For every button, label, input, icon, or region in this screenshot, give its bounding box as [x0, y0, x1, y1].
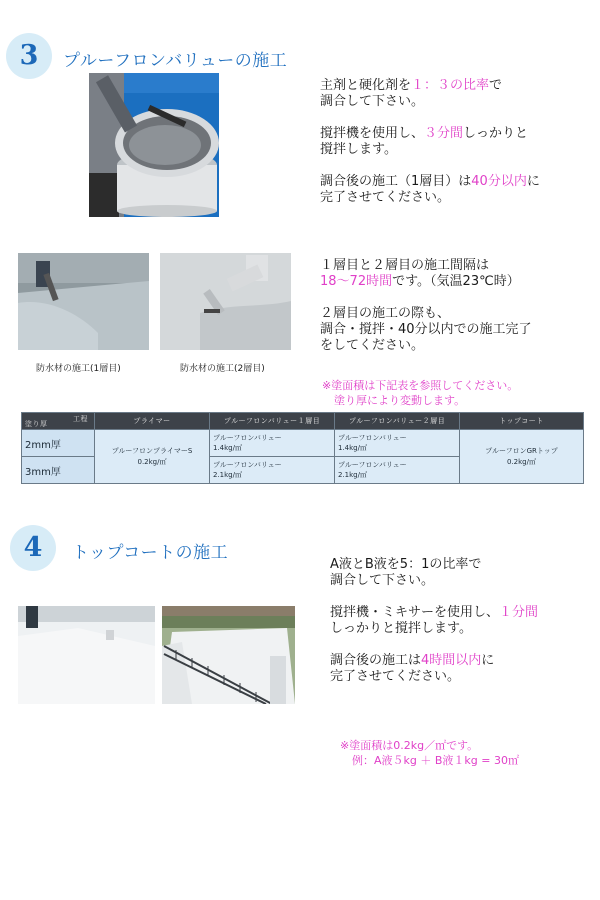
text-fragment: ２層目の施工の際も、 — [320, 306, 451, 321]
header-topcoat: トップコート — [460, 413, 584, 430]
rooftop-finished-photo — [162, 606, 295, 704]
header-layer2: プルーフロンバリュー２層目 — [335, 413, 460, 430]
corner-thickness-label: 塗り厚 — [25, 420, 48, 428]
topcoat-ratio-text — [330, 557, 600, 589]
table-cell — [210, 457, 335, 484]
note-line: 塗り厚により変動します。 — [334, 394, 466, 407]
first-layer-caption: 防水材の施工(1層目) — [36, 364, 121, 374]
text-fragment: に — [526, 174, 540, 189]
section3-title: プルーフロンバリューの施工 — [63, 51, 288, 71]
text-fragment: 完了させてください。 — [330, 669, 461, 684]
text-fragment: 調合して下さい。 — [330, 573, 435, 588]
coverage-table — [21, 412, 584, 484]
coverage-note — [322, 378, 518, 408]
text-fragment: 完了させてください。 — [320, 190, 451, 205]
stir-time-text — [320, 126, 600, 158]
topcoat-application-photo — [18, 606, 155, 704]
highlight-stir-time: ３分間 — [424, 126, 464, 141]
text-fragment: A液とB液を5：1の比率で — [330, 557, 482, 572]
section3-instructions — [320, 78, 600, 222]
text-fragment: で — [489, 78, 503, 93]
header-layer1: プルーフロンバリュー１層目 — [210, 413, 335, 430]
cell-product: プルーフロンバリュー — [213, 461, 282, 469]
primer-cell — [95, 430, 210, 484]
cell-amount: 1.4kg/㎡ — [338, 444, 367, 452]
highlight-pot-life: 40分以内 — [471, 174, 527, 189]
topcoat-amount: 0.2kg/㎡ — [507, 457, 536, 466]
cell-product: プルーフロンバリュー — [213, 434, 282, 442]
topcoat-name: プルーフロンGRトップ — [485, 446, 558, 455]
text-fragment: 撹拌機を使用し、 — [320, 126, 425, 141]
note-line: ※塗面積は下記表を参照してください。 — [322, 379, 519, 392]
table-corner — [22, 413, 95, 430]
second-layer-text — [320, 306, 600, 354]
second-layer-photo — [160, 253, 291, 350]
topcoat-pot-life-text — [330, 653, 600, 685]
topcoat-stir-text — [330, 605, 600, 637]
note-line: ※塗面積は0.2kg／㎡です。 — [340, 739, 479, 752]
text-fragment: しっかりと — [463, 126, 529, 141]
second-layer-caption: 防水材の施工(2層目) — [180, 364, 265, 374]
highlight-interval: 18～72時間 — [320, 274, 393, 289]
step-number-3: 3 — [6, 33, 52, 79]
topcoat-cell — [460, 430, 584, 484]
step-number-4: 4 — [10, 525, 56, 571]
cell-amount: 2.1kg/㎡ — [213, 471, 242, 479]
table-cell — [335, 430, 460, 457]
mix-ratio-text — [320, 78, 600, 110]
cell-product: プルーフロンバリュー — [338, 461, 407, 469]
text-fragment: 調合・撹拌・40分以内での施工完了 — [320, 322, 532, 337]
text-fragment: １層目と２層目の施工間隔は — [320, 258, 490, 273]
text-fragment: 調合後の施工（1層目）は — [320, 174, 472, 189]
interval-text — [320, 258, 600, 290]
mixing-bucket-photo — [89, 73, 219, 217]
cell-product: プルーフロンバリュー — [338, 434, 407, 442]
text-fragment: しっかりと撹拌します。 — [330, 621, 472, 636]
text-fragment: 撹拌します。 — [320, 142, 397, 157]
section4-instructions — [330, 557, 600, 701]
text-fragment: に — [481, 653, 495, 668]
text-fragment: 撹拌機・ミキサーを使用し、 — [330, 605, 500, 620]
first-layer-photo — [18, 253, 149, 350]
text-fragment: をしてください。 — [320, 338, 425, 353]
text-fragment: 調合して下さい。 — [320, 94, 425, 109]
highlight-stir-time: １分間 — [499, 605, 539, 620]
primer-amount: 0.2kg/㎡ — [137, 457, 167, 466]
note-line: 例：A液５kg ＋ B液１kg = 30㎡ — [352, 754, 519, 767]
primer-name: プルーフロンプライマーS — [111, 446, 193, 455]
table-cell — [335, 457, 460, 484]
text-fragment: です。（気温23℃時） — [392, 274, 520, 289]
table-cell — [210, 430, 335, 457]
corner-process-label: 工程 — [73, 415, 88, 423]
section3-interval-instructions — [320, 258, 600, 370]
text-fragment: 主剤と硬化剤を — [320, 78, 412, 93]
highlight-pot-life: 4時間以内 — [421, 653, 482, 668]
text-fragment: 調合後の施工は — [330, 653, 422, 668]
header-primer: プライマー — [95, 413, 210, 430]
cell-amount: 1.4kg/㎡ — [213, 444, 242, 452]
cell-amount: 2.1kg/㎡ — [338, 471, 367, 479]
row-label-2mm: 2mm厚 — [22, 430, 95, 457]
row-label-3mm: 3mm厚 — [22, 457, 95, 484]
topcoat-coverage-note — [340, 738, 519, 768]
section4-title: トップコートの施工 — [72, 543, 229, 563]
highlight-ratio: １：３の比率 — [411, 78, 490, 93]
pot-life-text — [320, 174, 600, 206]
